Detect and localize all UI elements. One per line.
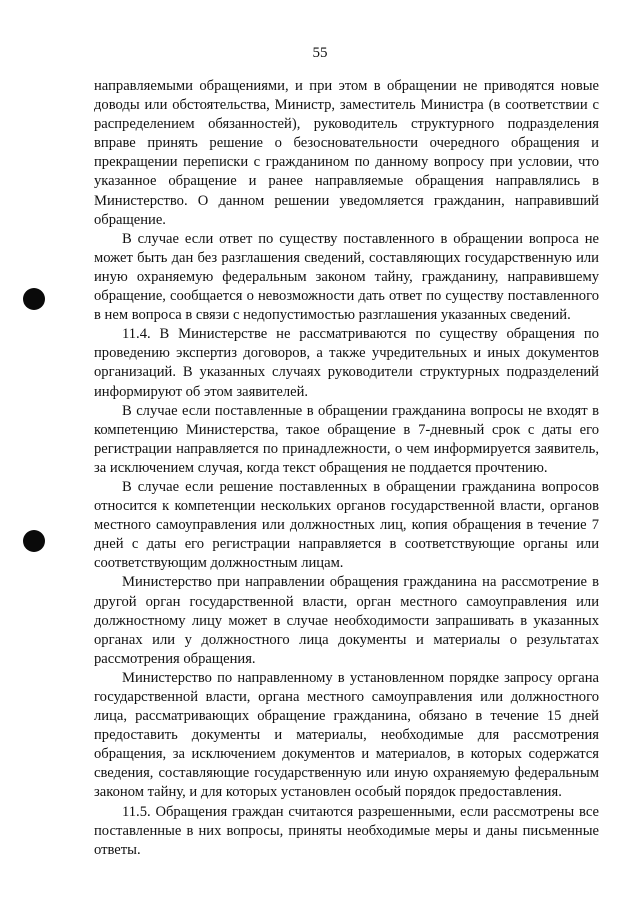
punch-hole-mark [23,288,45,310]
paragraph-multiple-bodies: В случае если решение поставленных в обращении гражданина вопросов относится к компетенции нескольких органов государственной власти, органов местного самоуправления или должностных лиц, копия обращения в течение 7 дней с даты его регистрации направляется в соответствующие органы или соответствующим должностным лицам. [94,478,599,572]
paragraph-11-4: 11.4. В Министерстве не рассматриваются по существу обращения по проведению экспертиз договоров, а также учредительных и иных документов организаций. В указанных случаях руководители структурных подразделений информируют об этом заявителей. [94,326,599,400]
paragraph-request-documents: Министерство при направлении обращения гражданина на рассмотрение в другой орган государственной власти, орган местного самоуправления или должностному лицу может в случае необходимости запрашивать в указанных органах или у должностного лица документы и материалы о результатах рассмотрения обращения. [94,574,599,667]
paragraph-11-5: 11.5. Обращения граждан считаются разрешенными, если рассмотрены все поставленные в них вопросы, приняты необходимые меры и даны письменные ответы. [94,803,599,858]
document-body [94,77,599,860]
paragraph-continuation: направляемыми обращениями, и при этом в обращении не приводятся новые доводы или обстоятельства, Министр, заместитель Министра (в соответствии с распределением обязанностей), руководитель структурного подразделения вправе принять решение о безосновательности очередного обращения и прекращении переписки с гражданином по данному вопросу при условии, что указанное обращение и ранее направляемые обращения направлялись в Министерство. О данном решении уведомляется гражданин, направивший обращение. [94,78,599,228]
paragraph-secret-info: В случае если ответ по существу поставленного в обращении вопроса не может быть дан без разглашения сведений, составляющих государственную или иную охраняемую федеральным законом тайну, гражданину, направившему обращение, сообщается о невозможности дать ответ по существу поставленного в нем вопроса в связи с недопустимостью разглашения указанных сведений. [94,230,599,324]
paragraph-provide-documents: Министерство по направленному в установленном порядке запросу органа государственной власти, органа местного самоуправления или должностного лица, рассматривающих обращение гражданина, обязано в течение 15 дней предоставить документы и материалы, необходимые для рассмотрения обращения, за исключением документов и материалов, в которых содержатся сведения, составляющие государственную или иную охраняемую федеральным законом тайну, и для которых установлен особый порядок предоставления. [94,669,599,801]
page-number: 55 [312,45,328,61]
paragraph-out-of-competence: В случае если поставленные в обращении гражданина вопросы не входят в компетенцию Министерства, такое обращение в 7-дневный срок с даты его регистрации направляется по принадлежности, о чем информируется заявитель, за исключением случая, когда текст обращения не поддается прочтению. [94,402,599,476]
punch-hole-mark [23,530,45,552]
